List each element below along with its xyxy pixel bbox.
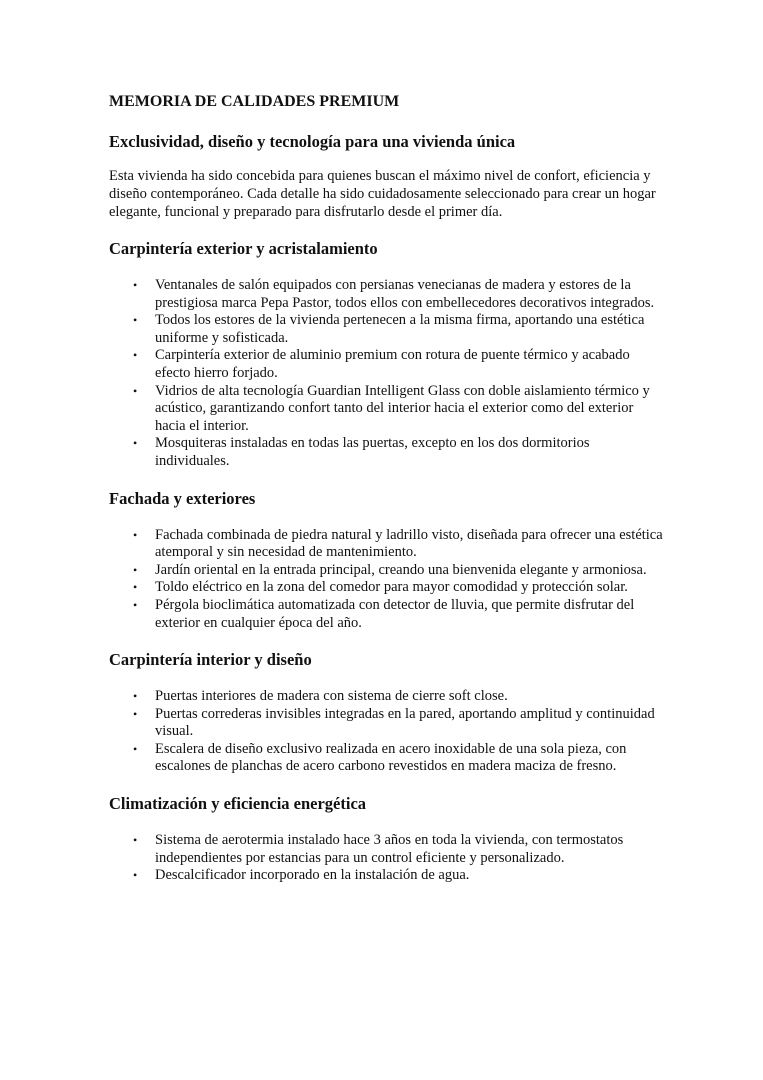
list-item-text: Fachada combinada de piedra natural y ladrillo visto, diseñada para ofrecer una estética atemporal y sin necesidad de mantenimiento. [155,526,663,561]
bullet-icon: • [133,689,138,704]
intro-paragraph: Esta vivienda ha sido concebida para quienes buscan el máximo nivel de confort, eficiencia y diseño contemporáneo. Cada detalle ha sido cuidadosamente seleccionado para crear un hogar elegante, funcional y preparado para disfrutarlo desde el primer día. [109,168,656,220]
section-heading: Fachada y exteriores [109,488,256,508]
section-climatizacion [109,794,663,885]
list-item-text: Carpintería exterior de aluminio premium con rotura de puente térmico y acabado efecto hierro forjado. [155,347,630,381]
list-item [133,705,663,741]
bullet-icon: • [133,597,138,612]
bullet-icon: • [133,580,138,595]
bullet-icon: • [133,278,138,292]
bullet-list [109,832,663,885]
section-heading: Carpintería interior y diseño [109,650,312,670]
bullet-list [109,688,663,776]
list-item-text: Vidrios de alta tecnología Guardian Intelligent Glass con doble aislamiento térmico y acústico, garantizando confort tanto del interior hacia el exterior como del exterior hacia el interior. [155,382,650,434]
list-item [133,832,663,867]
bullet-icon: • [133,868,138,883]
list-item [133,347,663,382]
list-item [133,277,663,312]
list-item-text: Escalera de diseño exclusivo realizada en acero inoxidable de una sola pieza, con escalones de planchas de acero carbono revestidos en madera maciza de fresno. [155,740,627,775]
document-title: MEMORIA DE CALIDADES PREMIUM [109,93,400,110]
section-heading: Carpintería exterior y acristalamiento [109,239,378,258]
bullet-icon: • [133,741,138,756]
list-item-text: Sistema de aerotermia instalado hace 3 años en toda la vivienda, con termostatos independientes por estancias para un control eficiente y personalizado. [155,832,624,866]
list-item [133,312,663,347]
list-item-text: Ventanales de salón equipados con persianas venecianas de madera y estores de la prestigiosa marca Pepa Pastor, todos ellos con embellecedores decorativos integrados. [155,277,655,311]
list-item [133,740,663,776]
bullet-icon: • [133,313,138,328]
list-item-text: Todos los estores de la vivienda pertenecen a la misma firma, aportando una estética uniforme y sofisticada. [155,312,645,346]
list-item [133,526,663,562]
section-carpinteria-exterior [109,239,663,471]
list-item-text: Descalcificador incorporado en la instalación de agua. [155,867,470,884]
list-item [133,382,663,436]
list-item [133,579,663,597]
bullet-icon: • [133,706,138,721]
document-subtitle: Exclusividad, diseño y tecnología para una vivienda única [109,132,516,151]
bullet-icon: • [133,383,138,398]
list-item-text: Jardín oriental en la entrada principal, creando una bienvenida elegante y armoniosa. [155,561,647,578]
list-item-text: Puertas correderas invisibles integradas en la pared, aportando amplitud y continuidad visual. [155,705,655,740]
list-item-text: Toldo eléctrico en la zona del comedor para mayor comodidad y protección solar. [155,579,628,596]
bullet-list [109,527,663,633]
list-item [133,688,663,706]
list-item-text: Pérgola bioclimática automatizada con detector de lluvia, que permite disfrutar del exterior en cualquier época del año. [155,596,635,631]
list-item-text: Puertas interiores de madera con sistema de cierre soft close. [155,688,508,705]
bullet-icon: • [133,348,138,363]
section-heading: Climatización y eficiencia energética [109,794,367,814]
list-item [133,596,663,632]
bullet-list [109,277,663,471]
list-item-text: Mosquiteras instaladas en todas las puertas, excepto en los dos dormitorios individuales. [155,435,590,469]
bullet-icon: • [133,527,138,542]
bullet-icon: • [133,436,138,451]
list-item [133,561,663,580]
list-item [133,867,663,885]
section-carpinteria-interior [109,650,663,776]
section-fachada [109,489,663,633]
bullet-icon: • [133,833,138,848]
bullet-icon: • [133,562,138,577]
list-item [133,435,663,470]
